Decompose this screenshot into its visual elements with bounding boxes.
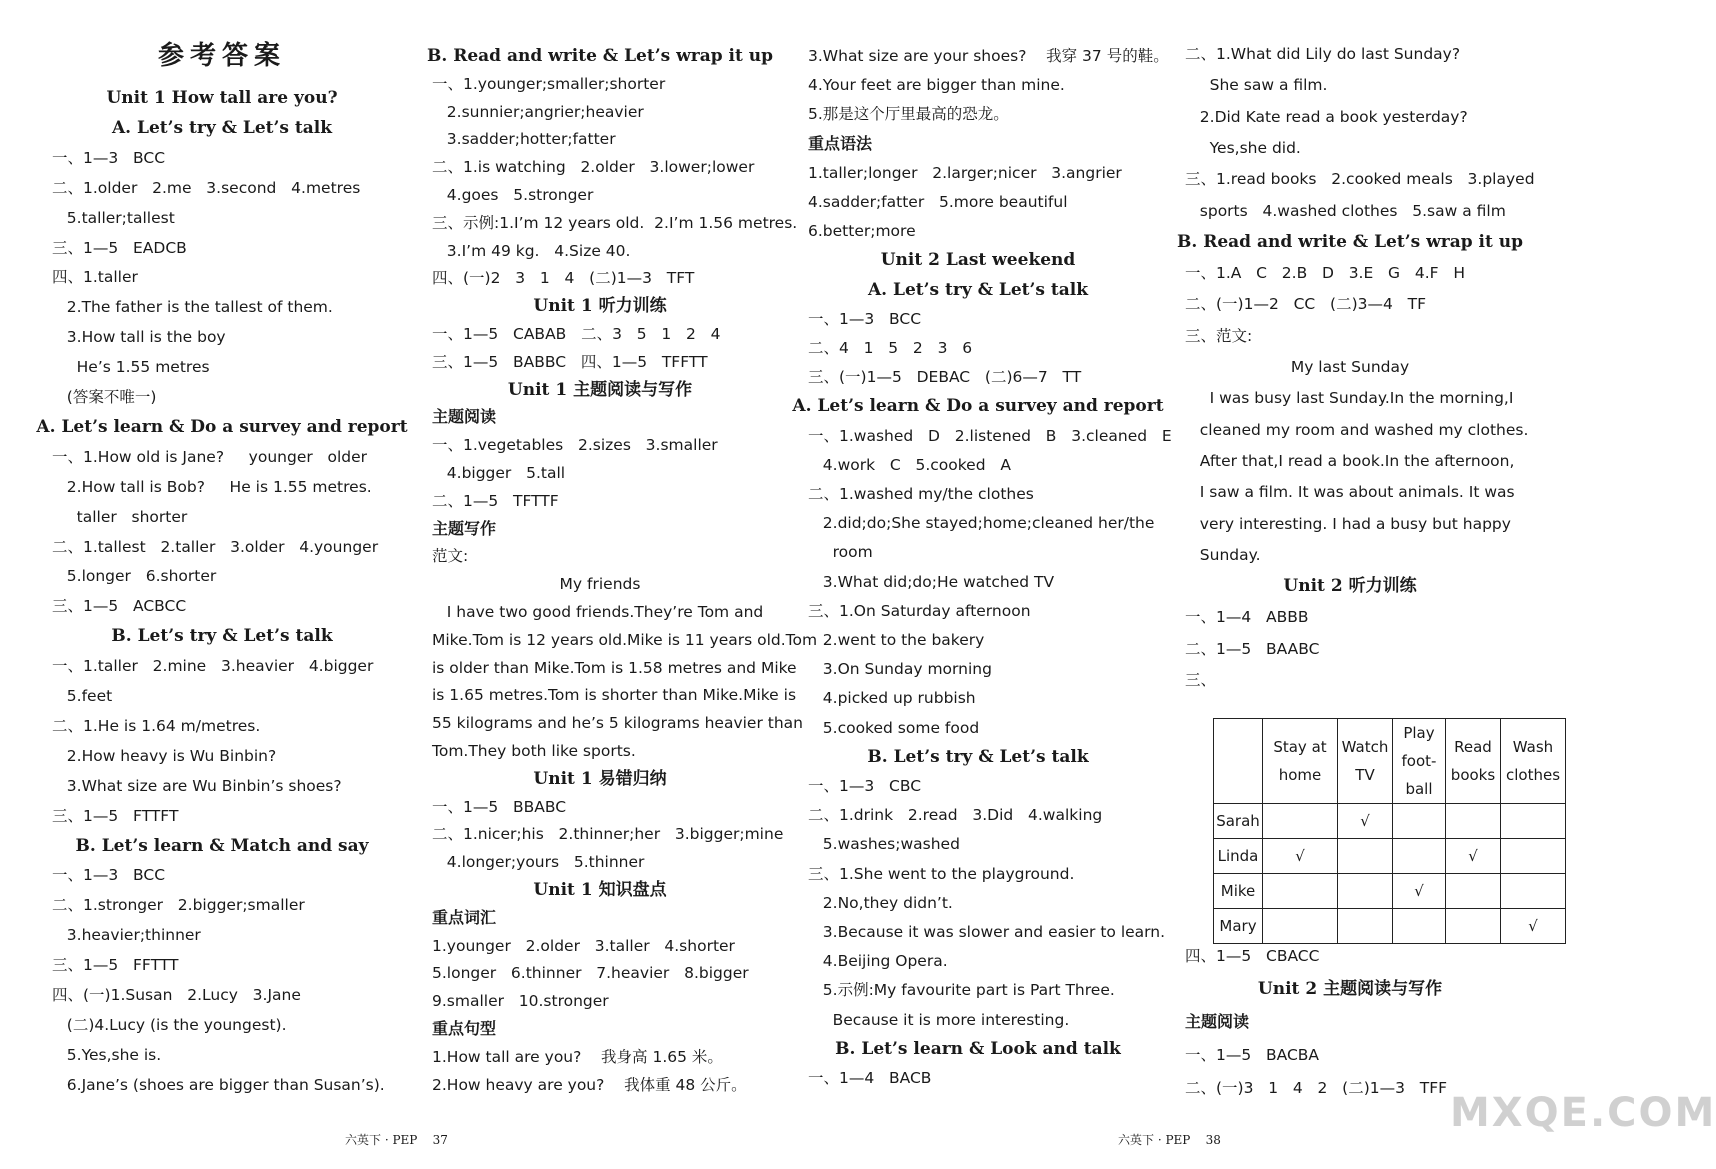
answer-line: 二、1.tallest 2.taller 3.older 4.younger	[52, 537, 379, 556]
answer-line: 一、1—5 CABAB 二、3 5 1 2 4	[432, 325, 721, 343]
answer-line: 二、1.nicer;his 2.thinner;her 3.bigger;mine	[432, 825, 784, 844]
answer-line: 范文:	[432, 547, 469, 566]
subheading: 主题写作	[432, 518, 497, 538]
answer-line: 5.washes;washed	[808, 835, 960, 854]
section-heading: Unit 1 知识盘点	[533, 880, 667, 900]
table-row	[1214, 804, 1566, 839]
answer-line: 一、1.A C 2.B D 3.E G 4.F H	[1185, 264, 1465, 283]
essay-title: My last Sunday	[1290, 358, 1410, 376]
answer-line: 6.better;more	[808, 222, 916, 241]
answer-line: 5.Yes,she is.	[52, 1045, 162, 1064]
footer-left: 六英下 · PEP 37	[345, 1133, 448, 1147]
answer-line: 一、1—4 ABBB	[1185, 608, 1309, 627]
answer-line: 四、(一)1.Susan 2.Lucy 3.Jane	[52, 986, 301, 1004]
activity-table	[1213, 718, 1566, 944]
section-heading: Unit 1 How tall are you?	[106, 88, 338, 108]
table-cell	[1393, 839, 1446, 874]
answer-line: 6.Jane’s (shoes are bigger than Susan’s).	[52, 1075, 385, 1094]
answer-line: 二、(一)3 1 4 2 (二)1—3 TFF	[1185, 1079, 1448, 1097]
footer-right: 六英下 · PEP 38	[1118, 1133, 1221, 1147]
answer-line: 一、1.washed D 2.listened B 3.cleaned E	[808, 426, 1172, 445]
answer-line: is older than Mike.Tom is 1.58 metres and Mike	[432, 658, 797, 677]
answer-line: 9.smaller 10.stronger	[432, 992, 609, 1011]
answer-line: 三、1—5 EADCB	[52, 238, 187, 257]
answer-line: 三、1.read books 2.cooked meals 3.played	[1185, 170, 1535, 189]
answer-line: 1.taller;longer 2.larger;nicer 3.angrier	[808, 163, 1122, 182]
answer-line: 一、1—3 BCC	[52, 866, 166, 885]
section-heading: Unit 1 易错归纳	[533, 768, 667, 789]
answer-line: 2.No,they didn’t.	[808, 893, 953, 912]
answer-line: 一、1—4 BACB	[808, 1069, 932, 1087]
answer-line: 二、1—5 TFTTF	[432, 491, 559, 510]
answer-line: 5.那是这个厅里最高的恐龙。	[808, 105, 1009, 124]
table-cell	[1338, 874, 1393, 909]
answer-line: (答案不唯一)	[52, 388, 157, 406]
answer-line: 二、1.drink 2.read 3.Did 4.walking	[808, 806, 1103, 825]
section-heading: B. Let’s learn & Look and talk	[835, 1038, 1121, 1059]
answer-line: 2.How heavy are you? 我体重 48 公斤。	[432, 1075, 747, 1094]
answer-line: 3.What size are your shoes? 我穿 37 号的鞋。	[808, 47, 1169, 65]
table-cell	[1338, 839, 1393, 874]
answer-line: 一、1—3 BCC	[52, 148, 166, 167]
answer-line: 3.On Sunday morning	[808, 660, 992, 679]
answer-line: 二、1.What did Lily do last Sunday?	[1185, 45, 1461, 63]
answer-line: 3.How tall is the boy	[52, 328, 226, 347]
answer-line: 一、1—3 CBC	[808, 777, 922, 795]
table-cell	[1393, 804, 1446, 839]
answer-line: 2.went to the bakery	[808, 631, 985, 649]
table-header-cell	[1214, 719, 1263, 804]
section-heading: B. Read and write & Let’s wrap it up	[427, 46, 773, 66]
answer-line: 4.sadder;fatter 5.more beautiful	[808, 193, 1068, 211]
answer-line: 4.Beijing Opera.	[808, 952, 948, 971]
subheading: 重点句型	[432, 1019, 497, 1038]
answer-line: Because it is more interesting.	[808, 1010, 1070, 1029]
answer-line: Yes,she did.	[1185, 138, 1301, 157]
answer-line: 三、1.On Saturday afternoon	[808, 601, 1031, 620]
section-heading: B. Read and write & Let’s wrap it up	[1177, 231, 1523, 252]
table-header-cell: Watch TV	[1338, 719, 1393, 804]
answer-line: 3.heavier;thinner	[52, 926, 201, 945]
answer-line: 三、1—5 ACBCC	[52, 597, 187, 616]
answer-line: 三、1—5 BABBC 四、1—5 TFFTT	[432, 352, 708, 371]
answer-line: 3.sadder;hotter;fatter	[432, 130, 616, 149]
answer-line: 5.longer 6.shorter	[52, 567, 217, 586]
answer-line: 3.What size are Wu Binbin’s shoes?	[52, 776, 342, 795]
table-cell	[1446, 874, 1501, 909]
table-header-row	[1214, 719, 1566, 804]
section-heading: Unit 2 Last weekend	[880, 250, 1076, 271]
answer-line: 一、1.How old is Jane? younger older	[52, 447, 368, 466]
answer-line: 二、1—5 BAABC	[1185, 639, 1320, 658]
answer-line: 4.goes 5.stronger	[432, 186, 594, 204]
answer-line: 一、1.vegetables 2.sizes 3.smaller	[432, 436, 718, 455]
answer-line: room	[808, 543, 873, 562]
table-cell: √	[1446, 839, 1501, 874]
answer-line: 一、1.younger;smaller;shorter	[432, 74, 666, 93]
answer-line: 4.picked up rubbish	[808, 689, 976, 708]
table-row	[1214, 909, 1566, 944]
answer-line: 二、1.stronger 2.bigger;smaller	[52, 896, 305, 915]
answer-line: 二、1.He is 1.64 m/metres.	[52, 716, 261, 735]
answer-line: 三、1—5 FFTTT	[52, 956, 179, 975]
table-cell	[1446, 909, 1501, 944]
subheading: 重点语法	[808, 133, 873, 153]
answer-line: Sunday.	[1185, 545, 1261, 564]
table-cell	[1263, 804, 1338, 839]
subheading: 主题阅读	[1185, 1012, 1250, 1031]
answer-line: After that,I read a book.In the afternoon,	[1185, 451, 1515, 470]
table-cell: √	[1263, 839, 1338, 874]
answer-line: (二)4.Lucy (is the youngest).	[52, 1015, 287, 1034]
answer-line: 三、示例:1.I’m 12 years old. 2.I’m 1.56 metres.	[432, 213, 798, 232]
answer-line: I was busy last Sunday.In the morning,I	[1185, 389, 1514, 408]
answer-line: 5.cooked some food	[808, 718, 980, 737]
answer-line: 55 kilograms and he’s 5 kilograms heavier than	[432, 714, 803, 733]
watermark: MXQE.COM	[1450, 1090, 1716, 1136]
answer-line: 四、1.taller	[52, 268, 138, 287]
answer-line: She saw a film.	[1185, 76, 1328, 95]
section-heading: B. Let’s try & Let’s talk	[111, 626, 333, 647]
answer-line: 2.How heavy is Wu Binbin?	[52, 746, 277, 765]
answer-line: 4.longer;yours 5.thinner	[432, 853, 645, 872]
table-row-name: Sarah	[1214, 804, 1263, 839]
answer-line: He’s 1.55 metres	[52, 358, 210, 377]
answer-line: taller shorter	[52, 507, 188, 526]
table-row	[1214, 839, 1566, 874]
answer-line: 5.feet	[52, 687, 113, 705]
answer-line: 三、1—5 FTTFT	[52, 806, 179, 825]
section-heading: B. Let’s learn & Match and say	[75, 835, 369, 856]
subheading: 主题阅读	[432, 407, 497, 427]
answer-line: 3.I’m 49 kg. 4.Size 40.	[432, 241, 631, 260]
answer-line: 一、1—3 BCC	[808, 309, 922, 328]
section-heading: A. Let’s try & Let’s talk	[111, 117, 333, 138]
answer-line: 5.taller;tallest	[52, 208, 175, 227]
section-heading: Unit 1 听力训练	[533, 296, 667, 317]
answer-line: 三、(一)1—5 DEBAC (二)6—7 TT	[808, 368, 1082, 387]
section-heading: Unit 2 听力训练	[1283, 576, 1417, 597]
table-cell	[1263, 909, 1338, 944]
table-cell: √	[1501, 909, 1566, 944]
answer-line: I saw a film. It was about animals. It was	[1185, 483, 1515, 502]
section-heading: A. Let’s try & Let’s talk	[867, 279, 1089, 300]
answer-line: 4.bigger 5.tall	[432, 464, 566, 482]
answer-line: 三、	[1185, 671, 1217, 689]
answer-line: 四、(一)2 3 1 4 (二)1—3 TFT	[432, 269, 695, 288]
answer-line: 二、4 1 5 2 3 6	[808, 339, 973, 357]
answer-line: 5.示例:My favourite part is Part Three.	[808, 981, 1115, 1000]
answer-line: 四、1—5 CBACC	[1185, 947, 1320, 965]
table-cell: √	[1338, 804, 1393, 839]
table-cell	[1501, 874, 1566, 909]
table-cell: √	[1393, 874, 1446, 909]
table-cell	[1338, 909, 1393, 944]
section-heading: A. Let’s learn & Do a survey and report	[36, 416, 408, 437]
section-heading: Unit 1 主题阅读与写作	[507, 379, 693, 400]
table-row-name: Mary	[1214, 909, 1263, 944]
answer-line: 二、1.washed my/the clothes	[808, 485, 1034, 503]
page-title: 参考答案	[157, 41, 287, 71]
answer-line: 2.How tall is Bob? He is 1.55 metres.	[52, 477, 372, 496]
answer-line: 3.What did;do;He watched TV	[808, 572, 1055, 591]
answer-line: 三、1.She went to the playground.	[808, 864, 1075, 883]
table-row	[1214, 874, 1566, 909]
answer-line: 一、1—5 BACBA	[1185, 1046, 1320, 1064]
answer-line: very interesting. I had a busy but happy	[1185, 514, 1511, 533]
answer-line: 三、范文:	[1185, 326, 1253, 345]
answer-line: Mike.Tom is 12 years old.Mike is 11 years old.Tom	[432, 630, 818, 649]
answer-line: 4.Your feet are bigger than mine.	[808, 76, 1065, 95]
answer-line: 一、1—5 BBABC	[432, 797, 567, 816]
answer-line: 2.sunnier;angrier;heavier	[432, 102, 644, 121]
answer-line: 1.How tall are you? 我身高 1.65 米。	[432, 1047, 723, 1066]
essay-title: My friends	[559, 575, 641, 594]
section-heading: B. Let’s try & Let’s talk	[867, 746, 1089, 767]
table-row-name: Mike	[1214, 874, 1263, 909]
table-header-cell: Stay at home	[1263, 719, 1338, 804]
answer-line: 2.The father is the tallest of them.	[52, 298, 333, 317]
answer-line: Tom.They both like sports.	[432, 742, 636, 760]
table-header-cell: Wash clothes	[1501, 719, 1566, 804]
answer-line: 2.did;do;She stayed;home;cleaned her/the	[808, 514, 1155, 533]
table-cell	[1393, 909, 1446, 944]
answer-line: 3.Because it was slower and easier to learn.	[808, 923, 1166, 941]
table-cell	[1446, 804, 1501, 839]
answer-line: 4.work C 5.cooked A	[808, 455, 1011, 474]
table-cell	[1501, 839, 1566, 874]
table-cell	[1263, 874, 1338, 909]
answer-line: 二、1.is watching 2.older 3.lower;lower	[432, 158, 755, 177]
table-header-cell: Play foot-ball	[1393, 719, 1446, 804]
table-header-cell: Read books	[1446, 719, 1501, 804]
table-cell	[1501, 804, 1566, 839]
section-heading: A. Let’s learn & Do a survey and report	[792, 396, 1164, 417]
answer-line: I have two good friends.They’re Tom and	[432, 603, 764, 621]
answer-line: 1.younger 2.older 3.taller 4.shorter	[432, 936, 735, 955]
answer-line: 2.Did Kate read a book yesterday?	[1185, 107, 1468, 126]
answer-line: 一、1.taller 2.mine 3.heavier 4.bigger	[52, 657, 374, 676]
answer-line: 5.longer 6.thinner 7.heavier 8.bigger	[432, 964, 749, 983]
answer-line: cleaned my room and washed my clothes.	[1185, 420, 1529, 439]
answer-line: 二、1.older 2.me 3.second 4.metres	[52, 178, 361, 197]
table-row-name: Linda	[1214, 839, 1263, 874]
section-heading: Unit 2 主题阅读与写作	[1257, 979, 1443, 999]
answer-line: is 1.65 metres.Tom is shorter than Mike.Mike is	[432, 686, 797, 705]
answer-line: 二、(一)1—2 CC (二)3—4 TF	[1185, 295, 1427, 314]
subheading: 重点词汇	[432, 907, 497, 927]
answer-line: sports 4.washed clothes 5.saw a film	[1185, 201, 1506, 220]
